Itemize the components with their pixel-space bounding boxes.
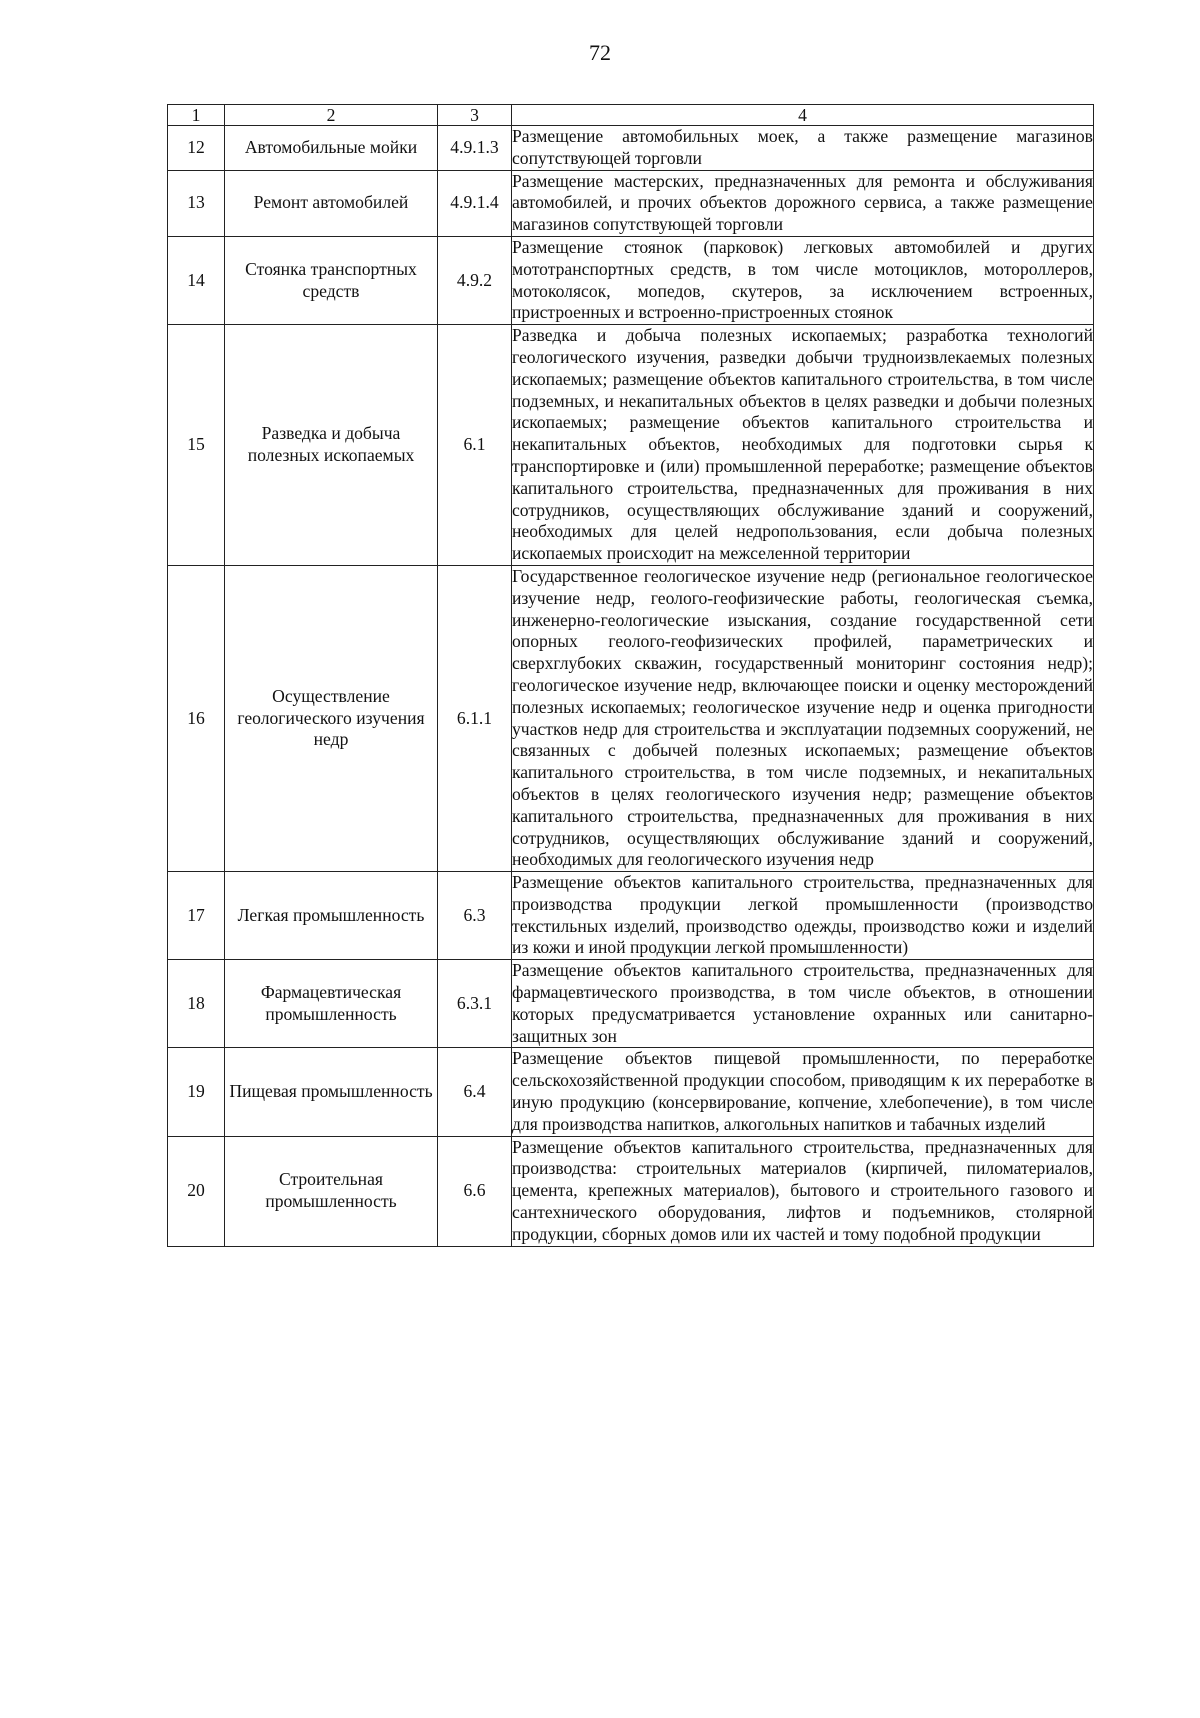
row-number: 14 xyxy=(168,236,225,324)
use-type-code: 4.9.1.4 xyxy=(438,170,512,236)
use-type-description: Размещение объектов капитального строительства, предназначенных для фармацевтического производства, в том числе объектов, в отношении которых предусматривается установление охранных или санитарно-защитных зон xyxy=(512,960,1094,1048)
table-row xyxy=(168,1136,1094,1246)
use-type-description: Размещение объектов капитального строительства, предназначенных для производства: строительных материалов (кирпичей, пиломатериалов, цемента, крепежных материалов), бытового и строительного газового и сантехнического оборудования, лифтов и подъемников, столярной продукции, сборных домов или их частей и тому подобной продукции xyxy=(512,1136,1094,1246)
row-number: 20 xyxy=(168,1136,225,1246)
row-number: 16 xyxy=(168,565,225,871)
column-header-description: 4 xyxy=(512,105,1094,126)
table-row xyxy=(168,170,1094,236)
column-header-code: 3 xyxy=(438,105,512,126)
column-header-number: 1 xyxy=(168,105,225,126)
table-row xyxy=(168,565,1094,871)
table-row xyxy=(168,126,1094,171)
use-type-name: Легкая промышленность xyxy=(225,872,438,960)
row-number: 18 xyxy=(168,960,225,1048)
table-row xyxy=(168,872,1094,960)
use-type-code: 4.9.2 xyxy=(438,236,512,324)
row-number: 13 xyxy=(168,170,225,236)
use-type-code: 6.6 xyxy=(438,1136,512,1246)
row-number: 12 xyxy=(168,126,225,171)
land-use-table xyxy=(167,104,1094,1247)
use-type-description: Государственное геологическое изучение недр (региональное геологическое изучение недр, геолого-геофизические работы, геологическая съемка, инженерно-геологические изыскания, создание государственной сети опорных геолого-геофизических профилей, параметрических и сверхглубоких скважин, государственный мониторинг состояния недр); геологическое изучение недр, включающее поиски и оценку месторождений полезных ископаемых; геологическое изучение недр и оценка пригодности участков недр для строительства и эксплуатации подземных сооружений, не связанных с добычей полезных ископаемых; размещение объектов капитального строительства, в том числе подземных, и некапитальных объектов в целях геологического изучения недр; размещение объектов капитального строительства, предназначенных для проживания в них сотрудников, осуществляющих обслуживание зданий и сооружений, необходимых для геологического изучения недр xyxy=(512,565,1094,871)
use-type-code: 4.9.1.3 xyxy=(438,126,512,171)
use-type-name: Автомобильные мойки xyxy=(225,126,438,171)
table-row xyxy=(168,325,1094,566)
page-number: 72 xyxy=(589,40,611,65)
use-type-description: Размещение автомобильных моек, а также размещение магазинов сопутствующей торговли xyxy=(512,126,1094,171)
use-type-description: Размещение объектов пищевой промышленности, по переработке сельскохозяйственной продукции способом, приводящим к их переработке в иную продукцию (консервирование, копчение, хлебопечение), в том числе для производства напитков, алкогольных напитков и табачных изделий xyxy=(512,1048,1094,1136)
row-number: 17 xyxy=(168,872,225,960)
use-type-name: Разведка и добыча полезных ископаемых xyxy=(225,325,438,566)
use-type-description: Разведка и добыча полезных ископаемых; разработка технологий геологического изучения, разведки добычи трудноизвлекаемых полезных ископаемых; размещение объектов капитального строительства, в том числе подземных, и некапитальных объектов в целях разведки и добычи полезных ископаемых; размещение объектов капитального строительства и некапитальных объектов, необходимых для подготовки сырья к транспортировке и (или) промышленной переработке; размещение объектов капитального строительства, предназначенных для проживания в них сотрудников, осуществляющих обслуживание зданий и сооружений, необходимых для целей недропользования, если добыча полезных ископаемых происходит на межселенной территории xyxy=(512,325,1094,566)
use-type-description: Размещение мастерских, предназначенных для ремонта и обслуживания автомобилей, и прочих объектов дорожного сервиса, а также размещение магазинов сопутствующей торговли xyxy=(512,170,1094,236)
use-type-name: Ремонт автомобилей xyxy=(225,170,438,236)
column-header-name: 2 xyxy=(225,105,438,126)
use-type-name: Осуществление геологического изучения недр xyxy=(225,565,438,871)
table-row xyxy=(168,236,1094,324)
use-type-code: 6.1.1 xyxy=(438,565,512,871)
table-row xyxy=(168,1048,1094,1136)
use-type-code: 6.3 xyxy=(438,872,512,960)
use-type-name: Фармацевтическая промышленность xyxy=(225,960,438,1048)
use-type-name: Стоянка транспортных средств xyxy=(225,236,438,324)
use-type-name: Пищевая промышленность xyxy=(225,1048,438,1136)
use-type-name: Строительная промышленность xyxy=(225,1136,438,1246)
use-type-code: 6.3.1 xyxy=(438,960,512,1048)
use-type-description: Размещение объектов капитального строительства, предназначенных для производства продукции легкой промышленности (производство текстильных изделий, производство одежды, производство кожи и изделий из кожи и иной продукции легкой промышленности) xyxy=(512,872,1094,960)
use-type-code: 6.1 xyxy=(438,325,512,566)
row-number: 15 xyxy=(168,325,225,566)
row-number: 19 xyxy=(168,1048,225,1136)
table-header-row xyxy=(168,105,1094,126)
use-type-description: Размещение стоянок (парковок) легковых автомобилей и других мототранспортных средств, в том числе мотоциклов, мотороллеров, мотоколясок, мопедов, скутеров, за исключением встроенных, пристроенных и встроенно-пристроенных стоянок xyxy=(512,236,1094,324)
use-type-code: 6.4 xyxy=(438,1048,512,1136)
table-row xyxy=(168,960,1094,1048)
